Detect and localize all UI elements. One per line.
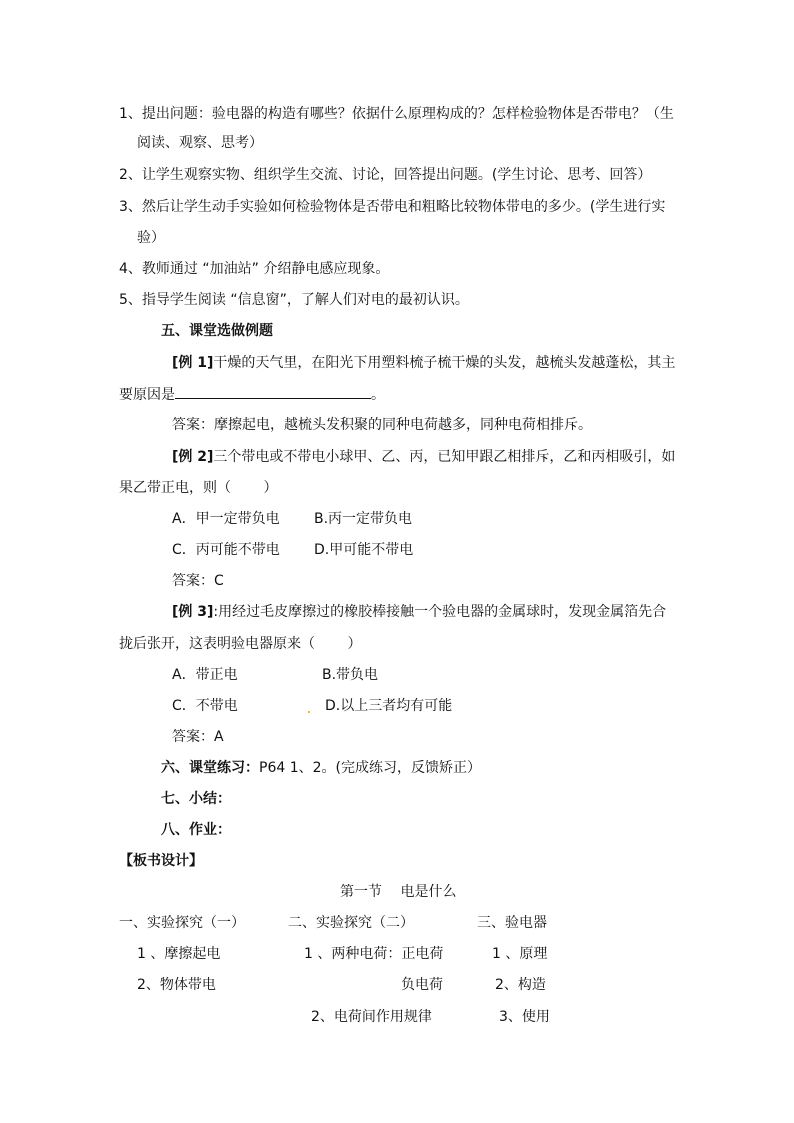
step-1-line-2: 阅读、观察、思考）: [137, 135, 263, 151]
board-design-heading: 【板书设计】: [119, 853, 203, 869]
board-col-1-item-1: 1 、摩擦起电: [137, 946, 221, 962]
example-1-line-2: [119, 385, 385, 404]
example-3-line-2: 拢后张开，这表明验电器原来（ ）: [119, 636, 362, 652]
board-col-3-head: 三、验电器: [477, 915, 547, 931]
example-2-line-1: [172, 448, 675, 466]
example-1-line-1: [172, 354, 675, 372]
example-2-tag: [例 2]: [172, 449, 214, 465]
section-6-heading: 六、课堂练习：: [161, 760, 259, 776]
step-5: 5、指导学生阅读 “信息窗”，了解人们对电的最初认识。: [119, 292, 469, 308]
example-1-text: 干燥的天气里，在阳光下用塑料梳子梳干燥的头发，越梳头发越蓬松，其主: [213, 355, 676, 371]
section-7-heading: 七、小结：: [161, 791, 231, 807]
step-2: 2、让学生观察实物、组织学生交流、讨论，回答提出问题。(学生讨论、思考、回答）: [119, 167, 652, 183]
example-2-text: 三个带电或不带电小球甲、乙、丙，已知甲跟乙相排斥，乙和丙相吸引，如: [213, 449, 676, 465]
example-3-tag: [例 3]: [172, 604, 214, 620]
section-6: [161, 759, 481, 777]
board-col-3-item-2: 2、构造: [495, 977, 546, 993]
board-col-3-item-3: 3、使用: [499, 1009, 550, 1025]
example-3-answer: 答案：A: [172, 729, 224, 745]
section-5-heading: 五、课堂选做例题: [161, 323, 273, 339]
example-1-period: 。: [371, 387, 385, 403]
example-3-option-b: B.带负电: [322, 667, 379, 683]
board-title: 第一节 电是什么: [340, 884, 457, 900]
example-1-prompt: 要原因是: [119, 387, 175, 403]
example-3-option-c: C．不带电: [172, 698, 238, 714]
example-2-option-d: D.甲可能不带电: [314, 542, 414, 558]
board-col-2-item-1: 1 、两种电荷：正电荷: [304, 946, 444, 962]
example-2-option-a: A．甲一定带负电: [172, 511, 280, 527]
example-1-tag: [例 1]: [172, 355, 214, 371]
example-3-option-a: A．带正电: [172, 667, 238, 683]
stray-mark: [308, 711, 310, 713]
example-2-line-2: 果乙带正电，则（ ）: [119, 480, 278, 496]
example-1-answer: 答案：摩擦起电，越梳头发积聚的同种电荷越多，同种电荷相排斥。: [172, 417, 592, 433]
board-col-2-item-2: 负电荷: [401, 977, 443, 993]
example-2-option-c: C．丙可能不带电: [172, 542, 280, 558]
step-1-line-1: 1、提出问题：验电器的构造有哪些？依据什么原理构成的？怎样检验物体是否带电？（生: [119, 106, 674, 122]
board-col-2-head: 二、实验探究（二）: [288, 915, 414, 931]
example-3-text: :用经过毛皮摩擦过的橡胶棒接触一个验电器的金属球时，发现金属箔先合: [213, 604, 667, 620]
board-col-1-item-2: 2、物体带电: [137, 977, 216, 993]
example-2-option-b: B.丙一定带负电: [314, 511, 413, 527]
step-3-line-1: 3、然后让学生动手实验如何检验物体是否带电和粗略比较物体带电的多少。(学生进行实: [119, 199, 666, 215]
example-3-line-1: [172, 603, 666, 621]
section-6-text: P64 1、2。(完成练习，反馈矫正）: [259, 760, 481, 776]
board-col-2-item-3: 2、电荷间作用规律: [311, 1009, 432, 1025]
step-3-line-2: 验）: [137, 230, 165, 246]
example-2-answer: 答案：C: [172, 573, 224, 589]
answer-blank: [175, 385, 371, 399]
step-4: 4、教师通过 “加油站” 介绍静电感应现象。: [119, 261, 390, 277]
board-col-3-item-1: 1 、原理: [492, 946, 548, 962]
example-3-option-d: D.以上三者均有可能: [325, 698, 453, 714]
board-col-1-head: 一、实验探究（一）: [119, 915, 245, 931]
section-8-heading: 八、作业：: [161, 822, 231, 838]
